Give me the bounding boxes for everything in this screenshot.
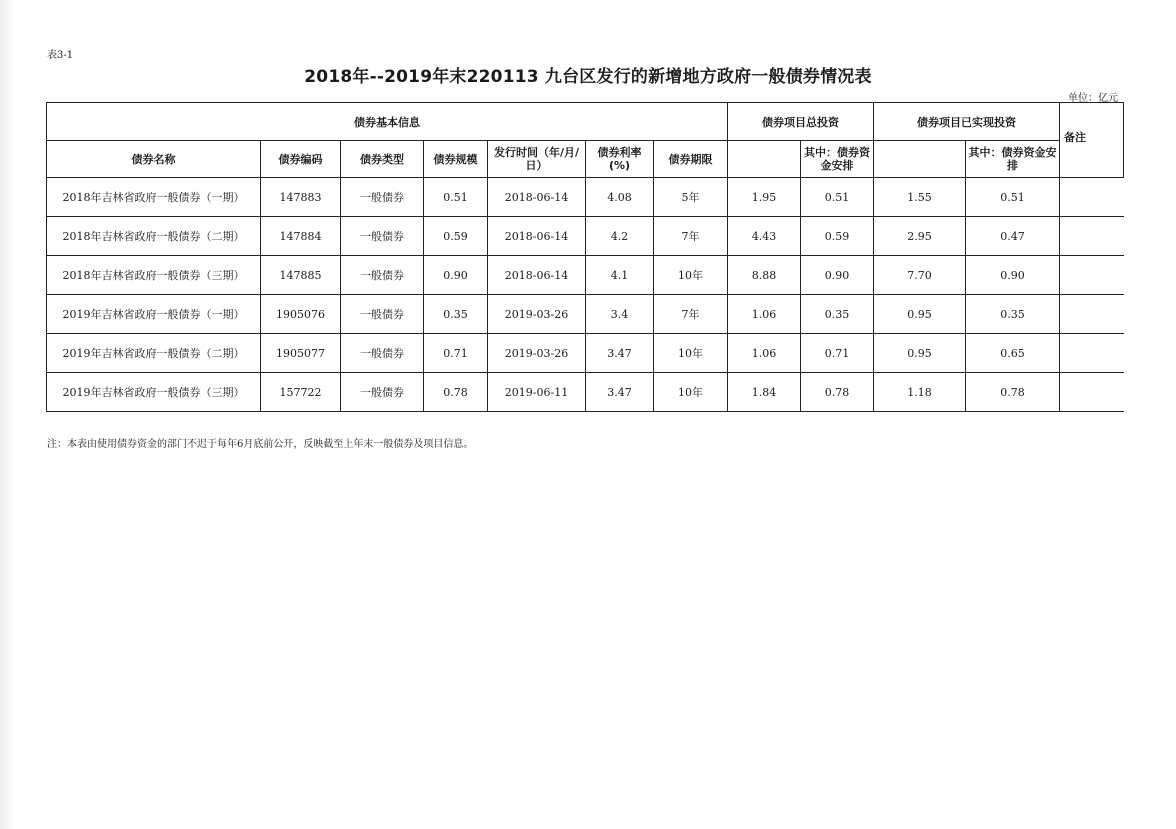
cell-type: 一般债券: [341, 178, 424, 217]
cell-name: 2019年吉林省政府一般债券（二期）: [47, 334, 261, 373]
col-header-scale: 债券规模: [424, 141, 488, 178]
cell-date: 2019-03-26: [488, 334, 586, 373]
cell-type: 一般债券: [341, 217, 424, 256]
cell-total-funds: 0.51: [801, 178, 874, 217]
cell-code: 147883: [261, 178, 341, 217]
cell-type: 一般债券: [341, 295, 424, 334]
cell-realized-funds: 0.51: [966, 178, 1060, 217]
page-title: 2018年--2019年末220113 九台区发行的新增地方政府一般债券情况表: [304, 67, 872, 87]
cell-remark: [1060, 295, 1124, 334]
cell-name: 2019年吉林省政府一般债券（一期）: [47, 295, 261, 334]
cell-term: 10年: [654, 373, 728, 412]
cell-scale: 0.71: [424, 334, 488, 373]
cell-realized: 2.95: [874, 217, 966, 256]
cell-remark: [1060, 334, 1124, 373]
cell-realized-funds: 0.78: [966, 373, 1060, 412]
cell-rate: 4.1: [586, 256, 654, 295]
header-basic-info: 债券基本信息: [47, 103, 728, 141]
cell-term: 5年: [654, 178, 728, 217]
cell-total: 8.88: [728, 256, 801, 295]
cell-total: 1.06: [728, 295, 801, 334]
col-header-total-blank: [728, 141, 801, 178]
cell-name: 2019年吉林省政府一般债券（三期）: [47, 373, 261, 412]
table-row: [47, 334, 1124, 373]
cell-code: 157722: [261, 373, 341, 412]
cell-realized-funds: 0.65: [966, 334, 1060, 373]
cell-total: 4.43: [728, 217, 801, 256]
cell-total: 1.95: [728, 178, 801, 217]
cell-name: 2018年吉林省政府一般债券（二期）: [47, 217, 261, 256]
unit-label: 单位：亿元: [1068, 93, 1118, 104]
cell-rate: 4.08: [586, 178, 654, 217]
cell-date: 2019-03-26: [488, 295, 586, 334]
cell-remark: [1060, 256, 1124, 295]
bond-table: [46, 102, 1124, 412]
header-total-investment: 债券项目总投资: [728, 103, 874, 141]
col-header-rate: 债券利率(%): [586, 141, 654, 178]
cell-code: 147885: [261, 256, 341, 295]
col-header-term: 债券期限: [654, 141, 728, 178]
cell-remark: [1060, 373, 1124, 412]
cell-date: 2018-06-14: [488, 178, 586, 217]
cell-total-funds: 0.59: [801, 217, 874, 256]
col-header-issue-date: 发行时间（年/月/日）: [488, 141, 586, 178]
table-row: [47, 178, 1124, 217]
cell-realized: 7.70: [874, 256, 966, 295]
cell-type: 一般债券: [341, 373, 424, 412]
cell-rate: 3.47: [586, 334, 654, 373]
cell-scale: 0.51: [424, 178, 488, 217]
form-label: 表3-1: [47, 50, 74, 61]
cell-realized-funds: 0.47: [966, 217, 1060, 256]
col-header-realized-bond-funds: 其中：债券资金安排: [966, 141, 1060, 178]
cell-term: 7年: [654, 295, 728, 334]
table-row: [47, 373, 1124, 412]
cell-rate: 4.2: [586, 217, 654, 256]
cell-type: 一般债券: [341, 334, 424, 373]
cell-name: 2018年吉林省政府一般债券（一期）: [47, 178, 261, 217]
cell-remark: [1060, 178, 1124, 217]
cell-term: 10年: [654, 334, 728, 373]
col-header-code: 债券编码: [261, 141, 341, 178]
table-row: [47, 256, 1124, 295]
cell-realized: 0.95: [874, 295, 966, 334]
cell-date: 2019-06-11: [488, 373, 586, 412]
cell-total-funds: 0.71: [801, 334, 874, 373]
col-header-type: 债券类型: [341, 141, 424, 178]
cell-realized: 1.18: [874, 373, 966, 412]
cell-total: 1.84: [728, 373, 801, 412]
cell-code: 1905076: [261, 295, 341, 334]
cell-realized: 1.55: [874, 178, 966, 217]
scan-shadow: [0, 0, 14, 829]
cell-realized: 0.95: [874, 334, 966, 373]
cell-total-funds: 0.78: [801, 373, 874, 412]
table-row: [47, 217, 1124, 256]
cell-term: 7年: [654, 217, 728, 256]
cell-realized-funds: 0.35: [966, 295, 1060, 334]
cell-scale: 0.59: [424, 217, 488, 256]
col-header-realized-blank: [874, 141, 966, 178]
cell-remark: [1060, 217, 1124, 256]
cell-term: 10年: [654, 256, 728, 295]
cell-type: 一般债券: [341, 256, 424, 295]
cell-code: 147884: [261, 217, 341, 256]
cell-total-funds: 0.90: [801, 256, 874, 295]
cell-total: 1.06: [728, 334, 801, 373]
footnote: 注：本表由使用债券资金的部门不迟于每年6月底前公开，反映截至上年末一般债券及项目信息。: [47, 439, 474, 450]
header-remark: 备注: [1060, 103, 1124, 178]
header-row-groups: [47, 103, 1124, 141]
cell-code: 1905077: [261, 334, 341, 373]
header-row-columns: [47, 141, 1124, 178]
col-header-name: 债券名称: [47, 141, 261, 178]
cell-date: 2018-06-14: [488, 217, 586, 256]
header-realized-investment: 债券项目已实现投资: [874, 103, 1060, 141]
cell-scale: 0.78: [424, 373, 488, 412]
cell-realized-funds: 0.90: [966, 256, 1060, 295]
cell-name: 2018年吉林省政府一般债券（三期）: [47, 256, 261, 295]
cell-total-funds: 0.35: [801, 295, 874, 334]
table-row: [47, 295, 1124, 334]
cell-rate: 3.47: [586, 373, 654, 412]
cell-rate: 3.4: [586, 295, 654, 334]
cell-date: 2018-06-14: [488, 256, 586, 295]
col-header-total-bond-funds: 其中：债券资金安排: [801, 141, 874, 178]
cell-scale: 0.35: [424, 295, 488, 334]
cell-scale: 0.90: [424, 256, 488, 295]
